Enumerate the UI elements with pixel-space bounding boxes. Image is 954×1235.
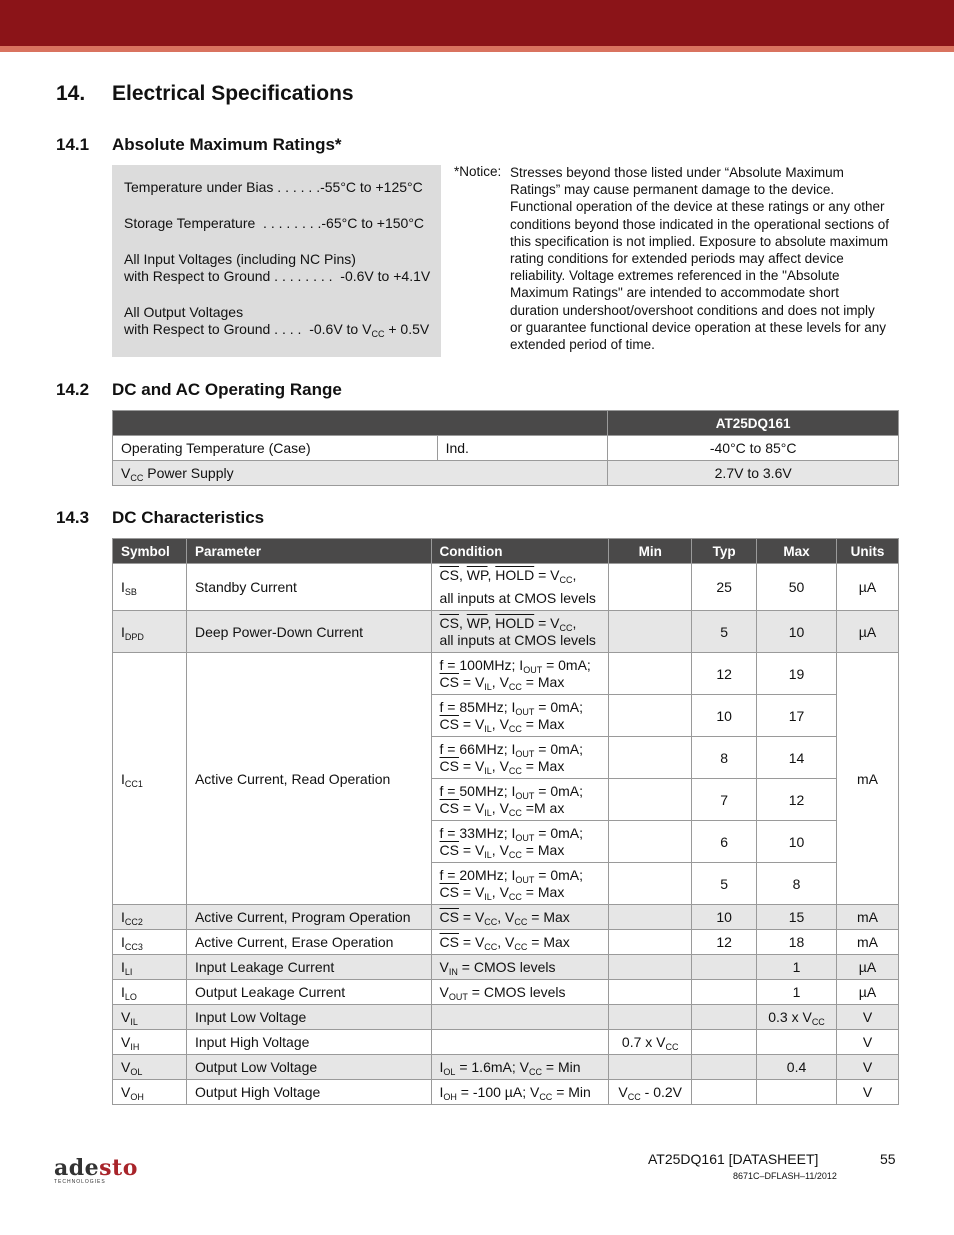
icc1-typ: 6 (692, 821, 757, 863)
ilo-parameter: Output Leakage Current (186, 980, 431, 1005)
icc1-condition: f = 20MHz; $I_{OUT} = 0mA$; $\overline{CS} = V_{IL}$, $V_{CC}$ = Max (431, 863, 609, 905)
icc3-typ: 12 (692, 930, 757, 955)
range-temp-label: Operating Temperature (Case) (113, 436, 438, 461)
table-row (113, 930, 899, 955)
table-row (113, 436, 899, 461)
page-title: 14. Electrical Specifications (56, 82, 354, 105)
col-units: Units (836, 539, 898, 564)
range-vcc-label: $V_{CC}$ Power Supply (113, 461, 608, 486)
logo-wordmark: adesto (54, 1155, 138, 1181)
heading-14-2: 14.2 DC and AC Operating Range (56, 380, 342, 399)
vil-condition (431, 1005, 609, 1030)
icc1-typ: 12 (692, 653, 757, 695)
icc1-typ: 8 (692, 737, 757, 779)
vih-condition (431, 1030, 609, 1055)
ili-max: 1 (757, 955, 837, 980)
icc1-typ: 5 (692, 863, 757, 905)
ili-condition: $V_{IN}$ = CMOS levels (431, 955, 609, 980)
icc1-min (609, 653, 692, 695)
icc3-parameter: Active Current, Erase Operation (186, 930, 431, 955)
voh-condition: $I_{OH} = -100$ µA; $V_{CC}$ = Min (431, 1080, 609, 1105)
vil-symbol: $V_{IL}$ (113, 1005, 187, 1030)
icc2-units: mA (836, 905, 898, 930)
icc1-units: mA (836, 653, 898, 905)
isb-min (609, 564, 692, 611)
icc1-max: 19 (757, 653, 837, 695)
vol-parameter: Output Low Voltage (186, 1055, 431, 1080)
table-row (113, 564, 899, 611)
heading-14-3: 14.3 DC Characteristics (56, 508, 265, 527)
header-stripe (0, 46, 954, 52)
icc2-symbol: $I_{CC2}$ (113, 905, 187, 930)
icc2-parameter: Active Current, Program Operation (186, 905, 431, 930)
vol-condition: $I_{OL} = 1.6mA$; $V_{CC}$ = Min (431, 1055, 609, 1080)
idpd-parameter: Deep Power-Down Current (186, 611, 431, 653)
table-row (113, 980, 899, 1005)
col-min: Min (609, 539, 692, 564)
icc1-min (609, 695, 692, 737)
vil-max: 0.3 x $V_{CC}$ (757, 1005, 837, 1030)
idpd-max: 10 (757, 611, 837, 653)
range-temp-grade: Ind. (437, 436, 608, 461)
icc1-max: 14 (757, 737, 837, 779)
icc1-parameter: Active Current, Read Operation (186, 653, 431, 905)
idpd-symbol: $I_{DPD}$ (113, 611, 187, 653)
vol-symbol: $V_{OL}$ (113, 1055, 187, 1080)
icc1-min (609, 821, 692, 863)
isb-typ: 25 (692, 564, 757, 611)
table-row (113, 1005, 899, 1030)
icc1-min (609, 779, 692, 821)
icc2-min (609, 905, 692, 930)
idpd-min (609, 611, 692, 653)
vil-units: V (836, 1005, 898, 1030)
storage-temperature: Storage Temperature . . . . . . . .-65°C to +150°C (124, 215, 425, 231)
input-voltages-value: with Respect to Ground . . . . . . . . -0.6V to +4.1V (124, 268, 431, 284)
icc1-condition: f = 50MHz; $I_{OUT} = 0mA$; $\overline{CS} = V_{IL}$, $V_{CC} =M$ ax (431, 779, 609, 821)
ilo-symbol: $I_{LO}$ (113, 980, 187, 1005)
icc3-min (609, 930, 692, 955)
output-voltages-value: with Respect to Ground . . . . -0.6V to $V_{CC} + 0.5V$ (124, 321, 430, 339)
ili-parameter: Input Leakage Current (186, 955, 431, 980)
col-typ: Typ (692, 539, 757, 564)
icc3-units: mA (836, 930, 898, 955)
icc1-symbol: $I_{CC1}$ (113, 653, 187, 905)
col-parameter: Parameter (186, 539, 431, 564)
icc1-max: 10 (757, 821, 837, 863)
table-row (113, 611, 899, 653)
idpd-typ: 5 (692, 611, 757, 653)
table-row (113, 1030, 899, 1055)
footer-doc-number: 8671C–DFLASH–11/2012 (733, 1171, 837, 1181)
range-header-blank (113, 411, 608, 436)
icc3-symbol: $I_{CC3}$ (113, 930, 187, 955)
header-bar (0, 0, 954, 46)
icc1-typ: 10 (692, 695, 757, 737)
ilo-typ (692, 980, 757, 1005)
heading-14-1: 14.1 Absolute Maximum Ratings* (56, 135, 342, 154)
icc1-condition: f = 100MHz; $I_{OUT} = 0mA$; $\overline{CS} = V_{IL}$, $V_{CC}$ = Max (431, 653, 609, 695)
isb-max: 50 (757, 564, 837, 611)
col-condition: Condition (431, 539, 609, 564)
ilo-min (609, 980, 692, 1005)
range-temp-value: -40°C to 85°C (608, 436, 899, 461)
vih-parameter: Input High Voltage (186, 1030, 431, 1055)
icc1-condition: f = 85MHz; $I_{OUT} = 0mA$; $\overline{CS} = V_{IL}$, $V_{CC}$ = Max (431, 695, 609, 737)
ilo-max: 1 (757, 980, 837, 1005)
idpd-condition: $\overline{CS}$, $\overline{WP}$, HOLD = $V_{CC}$, all inputs at CMOS levels (431, 611, 609, 653)
vih-max (757, 1030, 837, 1055)
vih-symbol: $V_{IH}$ (113, 1030, 187, 1055)
icc3-max: 18 (757, 930, 837, 955)
voh-units: V (836, 1080, 898, 1105)
table-row (113, 905, 899, 930)
icc2-condition: $\overline{CS} = V_{CC}$, $V_{CC}$ = Max (431, 905, 609, 930)
ili-units: µA (836, 955, 898, 980)
vih-min: 0.7 x $V_{CC}$ (609, 1030, 692, 1055)
ilo-condition: $V_{OUT}$ = CMOS levels (431, 980, 609, 1005)
icc1-min (609, 863, 692, 905)
range-vcc-value: 2.7V to 3.6V (608, 461, 899, 486)
col-max: Max (757, 539, 837, 564)
table-row (113, 653, 899, 695)
icc3-condition: $\overline{CS} = V_{CC}$, $V_{CC}$ = Max (431, 930, 609, 955)
vih-typ (692, 1030, 757, 1055)
operating-range-table (112, 410, 899, 486)
absolute-max-ratings-box (112, 165, 441, 357)
vol-max: 0.4 (757, 1055, 837, 1080)
ilo-units: µA (836, 980, 898, 1005)
vol-min (609, 1055, 692, 1080)
ili-typ (692, 955, 757, 980)
voh-min: $V_{CC} - 0.2V$ (609, 1080, 692, 1105)
vih-units: V (836, 1030, 898, 1055)
input-voltages-label: All Input Voltages (including NC Pins) (124, 251, 356, 267)
voh-max (757, 1080, 837, 1105)
icc1-condition: f = 33MHz; $I_{OUT} = 0mA$; $\overline{CS} = V_{IL}$, $V_{CC}$ = Max (431, 821, 609, 863)
adesto-logo (54, 1155, 138, 1185)
voh-typ (692, 1080, 757, 1105)
table-row (113, 461, 899, 486)
vol-typ (692, 1055, 757, 1080)
isb-symbol: $I_{SB}$ (113, 564, 187, 611)
vil-parameter: Input Low Voltage (186, 1005, 431, 1030)
notice-text: Stresses beyond those listed under “Absolute Maximum Ratings” may cause permanent damage to the device. Functional operation of the device at these ratings or any other conditions beyond those indicated in the operational sections of this specification is not implied. Exposure to absolute maximum rating conditions for extended periods may affect device reliability. Voltage extremes referenced in the "Absolute Maximum Ratings" are intended to accommodate short duration undershoot/overshoot conditions and does not imply or guarantee functional device operation at these levels for any extended period of time. (510, 165, 890, 353)
output-voltages-label: All Output Voltages (124, 304, 244, 320)
isb-units: µA (836, 564, 898, 611)
isb-condition: $\overline{CS}$, $\overline{WP}$, HOLD = $V_{CC}$, all inputs at CMOS levels (431, 564, 609, 611)
idpd-units: µA (836, 611, 898, 653)
dc-characteristics-table (112, 538, 899, 1105)
temp-under-bias: Temperature under Bias . . . . . .-55°C to +125°C (124, 179, 423, 195)
ili-symbol: $I_{LI}$ (113, 955, 187, 980)
notice-label: *Notice: (454, 164, 502, 179)
ili-min (609, 955, 692, 980)
icc1-min (609, 737, 692, 779)
table-row (113, 1080, 899, 1105)
table-row (113, 955, 899, 980)
table-row (113, 1055, 899, 1080)
col-symbol: Symbol (113, 539, 187, 564)
icc1-typ: 7 (692, 779, 757, 821)
voh-symbol: $V_{OH}$ (113, 1080, 187, 1105)
range-header-device: AT25DQ161 (608, 411, 899, 436)
icc2-max: 15 (757, 905, 837, 930)
icc2-typ: 10 (692, 905, 757, 930)
voh-parameter: Output High Voltage (186, 1080, 431, 1105)
icc1-max: 12 (757, 779, 837, 821)
page-number: 55 (880, 1151, 896, 1167)
icc1-max: 8 (757, 863, 837, 905)
footer-doc-title: AT25DQ161 [DATASHEET] (648, 1151, 819, 1167)
logo-subtitle: TECHNOLOGIES (54, 1179, 106, 1185)
vil-min (609, 1005, 692, 1030)
vil-typ (692, 1005, 757, 1030)
isb-parameter: Standby Current (186, 564, 431, 611)
vol-units: V (836, 1055, 898, 1080)
icc1-max: 17 (757, 695, 837, 737)
icc1-condition: f = 66MHz; $I_{OUT} = 0mA$; $\overline{CS} = V_{IL}$, $V_{CC}$ = Max (431, 737, 609, 779)
